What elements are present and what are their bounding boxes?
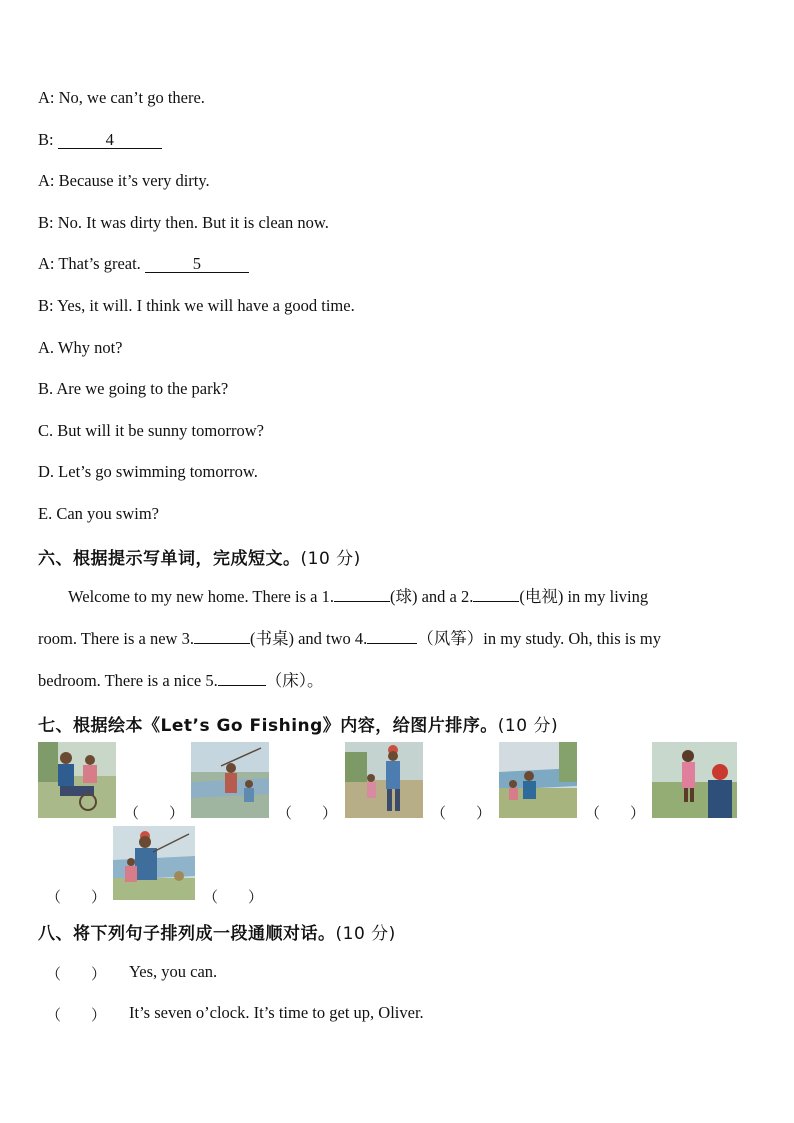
speaker-label: A: That’s great. <box>38 254 145 273</box>
order-paren-dialogue-2[interactable]: （ ） <box>46 1008 107 1024</box>
section-8-title: 八、将下列句子排列成一段通顺对话。 <box>38 924 336 944</box>
passage-text: room. There is a new 3. <box>38 629 194 648</box>
order-paren-3[interactable]: （ ） <box>431 806 492 822</box>
dialogue-line-2 <box>38 130 162 150</box>
option-b: B. Are we going to the park? <box>38 379 229 398</box>
word-blank-1[interactable] <box>334 601 390 602</box>
word-blank-3[interactable] <box>194 643 250 644</box>
story-picture-5 <box>652 742 737 818</box>
order-paren-1[interactable]: （ ） <box>124 806 185 822</box>
story-picture-2 <box>191 742 269 818</box>
option-c: C. But will it be sunny tomorrow? <box>38 421 264 440</box>
passage-line-1 <box>68 587 648 607</box>
order-paren-dialogue-1[interactable]: （ ） <box>46 967 107 983</box>
section-6-score: (10 分) <box>300 549 361 569</box>
word-blank-4[interactable] <box>367 643 417 644</box>
story-picture-3 <box>345 742 423 818</box>
section-7-score: (10 分) <box>497 716 559 736</box>
word-blank-2[interactable] <box>473 601 519 602</box>
speaker-label: B: <box>38 130 58 149</box>
story-picture-6 <box>113 826 195 900</box>
section-7-heading <box>38 711 558 736</box>
order-paren-2[interactable]: （ ） <box>277 806 338 822</box>
dialogue-line-5 <box>38 254 249 274</box>
section-6-heading <box>38 544 361 569</box>
story-picture-4 <box>499 742 577 818</box>
order-paren-6[interactable]: （ ） <box>203 890 264 906</box>
answer-blank-5[interactable]: 5 <box>145 255 249 273</box>
section-8-score: (10 分) <box>335 924 396 944</box>
option-e: E. Can you swim? <box>38 504 159 523</box>
dialogue-line-4: B: No. It was dirty then. But it is clean now. <box>38 213 329 232</box>
passage-line-3 <box>38 671 324 691</box>
passage-line-2 <box>38 629 661 649</box>
option-d: D. Let’s go swimming tomorrow. <box>38 462 258 481</box>
passage-text: (书桌) and two 4. <box>249 629 368 648</box>
passage-text: （床）。 <box>265 671 324 690</box>
order-paren-5[interactable]: （ ） <box>46 890 107 906</box>
word-blank-5[interactable] <box>218 685 266 686</box>
section-6-title: 六、根据提示写单词，完成短文。 <box>38 549 301 569</box>
passage-text: (电视) in my living <box>519 587 649 606</box>
option-a: A. Why not? <box>38 338 123 357</box>
section-8-heading <box>38 919 396 944</box>
section-7-title: 七、根据绘本《Let’s Go Fishing》内容，给图片排序。 <box>38 716 498 736</box>
dialogue-line-3: A: Because it’s very dirty. <box>38 171 210 190</box>
passage-text: （风筝）in my study. Oh, this is my <box>417 629 661 648</box>
story-picture-1 <box>38 742 116 818</box>
dialogue-line-6: B: Yes, it will. I think we will have a good time. <box>38 296 355 315</box>
answer-blank-4[interactable]: 4 <box>58 131 162 149</box>
dialogue-sentence-1: Yes, you can. <box>129 962 218 981</box>
passage-text: bedroom. There is a nice 5. <box>38 671 218 690</box>
order-paren-4[interactable]: （ ） <box>585 806 646 822</box>
passage-text: (球) and a 2. <box>389 587 474 606</box>
dialogue-sentence-2: It’s seven o’clock. It’s time to get up, Oliver. <box>129 1003 424 1022</box>
passage-text: Welcome to my new home. There is a 1. <box>68 587 334 606</box>
dialogue-line-1: A: No, we can’t go there. <box>38 88 205 107</box>
